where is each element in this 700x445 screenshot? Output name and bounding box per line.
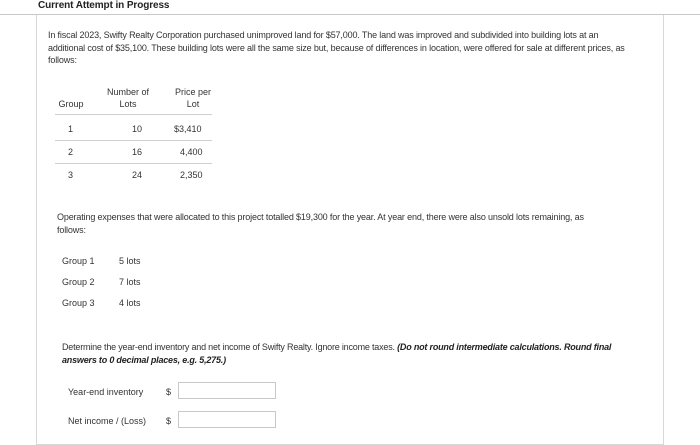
col-header-group: Group	[58, 99, 84, 109]
row1-group: 1	[68, 124, 74, 134]
row3-price: 2,350	[180, 170, 203, 180]
net-income-input[interactable]	[178, 411, 276, 428]
row2-price: 4,400	[180, 147, 203, 157]
unsold-group-label: Group 1	[62, 256, 95, 266]
year-end-inventory-input[interactable]	[178, 382, 276, 399]
row3-lots: 24	[132, 170, 143, 180]
col-header-price-1: Price per	[174, 87, 211, 97]
header-bar	[0, 0, 700, 15]
row2-group: 2	[68, 147, 74, 157]
instructions-main: Determine the year-end inventory and net income of Swifty Realty. Ignore income taxes.	[62, 342, 395, 352]
currency-symbol: $	[166, 416, 172, 426]
row3-group: 3	[68, 170, 74, 180]
year-end-inventory-label: Year-end inventory	[68, 387, 144, 397]
instructions-text	[62, 341, 622, 366]
row2-lots: 16	[132, 147, 143, 157]
row1-lots: 10	[132, 124, 143, 134]
instructions-emphasis: (Do not round intermediate calculations. Round final answers to 0 decimal places, e.g. 5,275.)	[62, 342, 612, 365]
col-header-lots-1: Number of	[106, 87, 150, 97]
col-header-price-2: Lot	[186, 99, 200, 109]
unsold-lots-value: 7 lots	[119, 277, 141, 287]
unsold-group-label: Group 2	[62, 277, 95, 287]
net-income-label: Net income / (Loss)	[68, 416, 147, 426]
currency-symbol: $	[166, 387, 172, 397]
table-divider	[55, 114, 212, 115]
unsold-lots-value: 4 lots	[119, 298, 141, 308]
intro-paragraph: In fiscal 2023, Swifty Realty Corporation purchased unimproved land for $57,000. The land was improved and subdivided into building lots at an additional cost of $35,100. These building lots were all the same size but, because of differences in location, were offered for sale at different prices, as follows:	[48, 30, 625, 65]
table-divider	[55, 163, 212, 164]
operating-expenses-text: Operating expenses that were allocated to this project totalled $19,300 for the year. At year end, there were also unsold lots remaining, as follows:	[57, 212, 584, 235]
row1-price: $3,410	[174, 124, 202, 134]
table-divider	[55, 140, 212, 141]
unsold-group-label: Group 3	[62, 298, 95, 308]
col-header-lots-2: Lots	[119, 99, 137, 109]
unsold-lots-value: 5 lots	[119, 256, 141, 266]
page-title: Current Attempt in Progress	[38, 0, 170, 11]
